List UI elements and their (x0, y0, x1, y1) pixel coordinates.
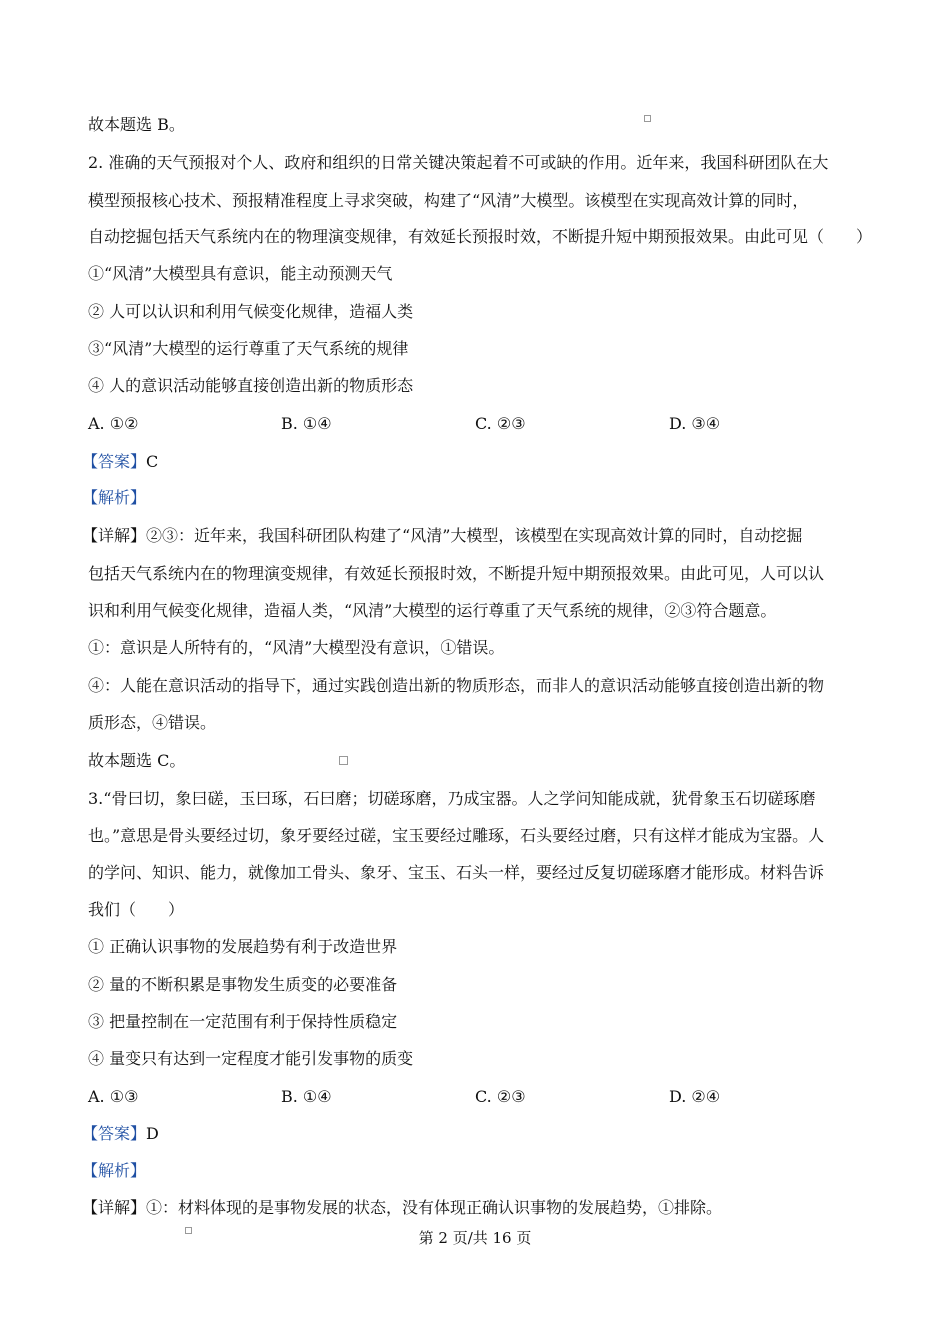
q2-stem-line: 2. 准确的天气预报对个人、政府和组织的日常关键决策起着不可或缺的作用。近年来，我国科研团队在大 (88, 153, 829, 172)
q3-option-a: A. ①③ (88, 1087, 139, 1106)
q3-stem-line: 也。”意思是骨头要经过切，象牙要经过磋，宝玉要经过雕琢，石头要经过磨，只有这样才能成为宝器。人 (88, 826, 825, 845)
q2-statement: ④ 人的意识活动能够直接创造出新的物质形态 (88, 376, 414, 395)
q2-detail-line: 【详解】②③：近年来，我国科研团队构建了“风清”大模型，该模型在实现高效计算的同时，自动挖掘 (82, 526, 803, 545)
q2-detail-line: 识和利用气候变化规律，造福人类，“风清”大模型的运行尊重了天气系统的规律，②③符合题意。 (88, 601, 777, 620)
q3-statement: ③ 把量控制在一定范围有利于保持性质稳定 (88, 1012, 398, 1031)
q3-stem-line: 的学问、知识、能力，就像加工骨头、象牙、宝玉、石头一样，要经过反复切磋琢磨才能形成。材料告诉 (88, 863, 825, 882)
q2-statement: ③“风清”大模型的运行尊重了天气系统的规律 (88, 339, 409, 358)
q2-option-c: C. ②③ (475, 414, 526, 433)
q2-stem-line: 自动挖掘包括天气系统内在的物理演变规律，有效延长预报时效，不断提升短中期预报效果。由此可见（ ） (88, 227, 873, 246)
detail-tag: 【详解】 (82, 526, 147, 545)
answer-value: C (146, 452, 159, 471)
detail-tag: 【详解】 (82, 1198, 147, 1217)
q3-statement: ① 正确认识事物的发展趋势有利于改造世界 (88, 937, 398, 956)
q2-option-a: A. ①② (88, 414, 139, 433)
q3-answer (82, 1124, 159, 1144)
q3-option-b: B. ①④ (281, 1087, 332, 1106)
q3-stem-line: 我们（ ） (88, 900, 185, 919)
q3-statement: ② 量的不断积累是事物发生质变的必要准备 (88, 975, 398, 994)
q1-conclusion: 故本题选 B。 (88, 115, 185, 134)
analysis-tag: 【解析】 (82, 488, 147, 507)
q2-statement: ② 人可以认识和利用气候变化规律，造福人类 (88, 302, 414, 321)
analysis-tag: 【解析】 (82, 1161, 147, 1180)
q2-detail-line: ④：人能在意识活动的指导下，通过实践创造出新的物质形态，而非人的意识活动能够直接创造出新的物 (88, 676, 825, 695)
q2-detail-line: 包括天气系统内在的物理演变规律，有效延长预报时效，不断提升短中期预报效果。由此可见，人可以认 (88, 564, 825, 583)
answer-tag: 【答案】 (82, 452, 147, 471)
page-number-footer: 第 2 页/共 16 页 (418, 1229, 532, 1247)
q2-detail-line: 质形态，④错误。 (88, 713, 217, 732)
q3-statement: ④ 量变只有达到一定程度才能引发事物的质变 (88, 1049, 414, 1068)
watermark-dot (339, 756, 348, 765)
q2-answer (82, 452, 158, 472)
watermark-dot (644, 115, 651, 122)
q2-statement: ①“风清”大模型具有意识，能主动预测天气 (88, 264, 393, 283)
q3-option-d: D. ②④ (669, 1087, 721, 1106)
q3-detail-line: 【详解】①：材料体现的是事物发展的状态，没有体现正确认识事物的发展趋势，①排除。 (82, 1198, 723, 1217)
answer-value: D (146, 1124, 159, 1143)
q2-option-b: B. ①④ (281, 414, 332, 433)
answer-tag: 【答案】 (82, 1124, 147, 1143)
q2-option-d: D. ③④ (669, 414, 721, 433)
q3-stem-line: 3.“骨曰切，象曰磋，玉曰琢，石曰磨；切磋琢磨，乃成宝器。人之学问知能成就，犹骨象玉石切磋琢磨 (88, 789, 816, 808)
q3-option-c: C. ②③ (475, 1087, 526, 1106)
q2-stem-line: 模型预报核心技术、预报精准程度上寻求突破，构建了“风清”大模型。该模型在实现高效计算的同时， (88, 191, 809, 210)
q2-detail-line: ①：意识是人所特有的，“风清”大模型没有意识，①错误。 (88, 638, 505, 657)
q2-conclusion: 故本题选 C。 (88, 751, 186, 770)
